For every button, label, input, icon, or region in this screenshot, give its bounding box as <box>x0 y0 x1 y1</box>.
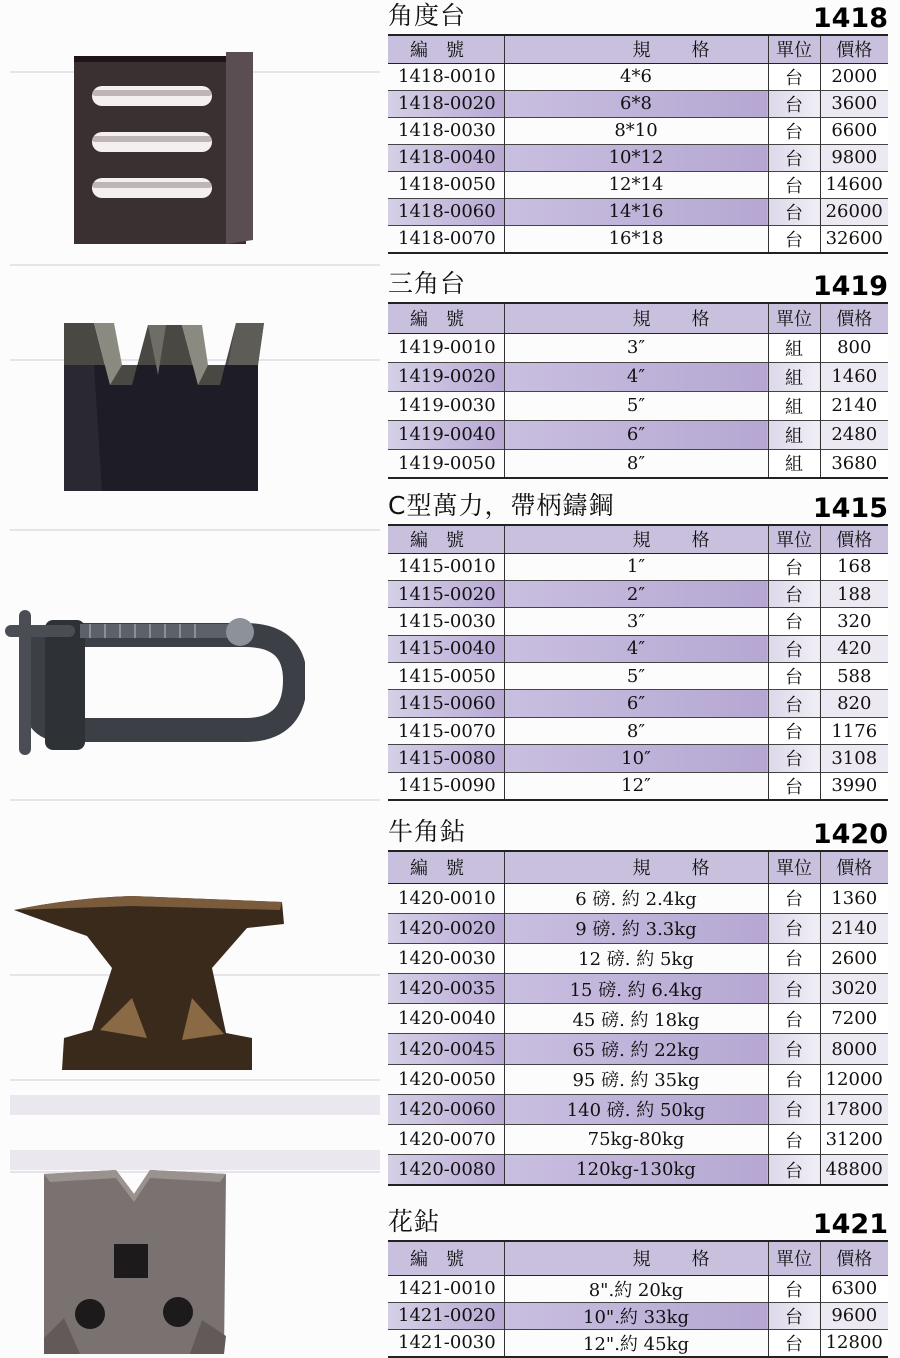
item-price: 2140 <box>820 391 888 420</box>
swage-block-image <box>40 1168 228 1354</box>
header-code: 編號 <box>388 303 504 333</box>
item-price: 1360 <box>820 883 888 913</box>
item-unit: 台 <box>768 1064 820 1094</box>
item-unit: 台 <box>768 1329 820 1357</box>
item-price: 26000 <box>820 198 888 225</box>
item-unit: 台 <box>768 171 820 198</box>
item-code: 1418-0060 <box>388 198 504 225</box>
item-code: 1419-0020 <box>388 362 504 391</box>
item-code: 1420-0020 <box>388 913 504 943</box>
item-price: 48800 <box>820 1155 888 1185</box>
table-row <box>388 663 888 690</box>
header-price: 價格 <box>820 851 888 883</box>
item-unit: 台 <box>768 117 820 144</box>
section-code: 1418 <box>812 3 888 34</box>
item-spec: 6″ <box>504 690 768 717</box>
item-unit: 台 <box>768 913 820 943</box>
item-unit: 台 <box>768 63 820 90</box>
item-code: 1418-0070 <box>388 225 504 253</box>
header-price: 價格 <box>820 35 888 63</box>
table-row <box>388 90 888 117</box>
item-code: 1421-0020 <box>388 1302 504 1329</box>
item-spec: 12*14 <box>504 171 768 198</box>
table-row <box>388 717 888 744</box>
item-code: 1415-0050 <box>388 663 504 690</box>
item-unit: 台 <box>768 1275 820 1302</box>
table-row <box>388 225 888 253</box>
anvil-image <box>12 888 297 1078</box>
table-row <box>388 553 888 580</box>
table-row <box>388 1155 888 1185</box>
item-spec: 6*8 <box>504 90 768 117</box>
table-row <box>388 745 888 772</box>
table-row <box>388 1064 888 1094</box>
item-spec: 12″ <box>504 772 768 800</box>
item-price: 188 <box>820 580 888 607</box>
item-unit: 台 <box>768 690 820 717</box>
item-code: 1419-0040 <box>388 420 504 449</box>
table-row <box>388 913 888 943</box>
header-unit: 單位 <box>768 1241 820 1275</box>
table-row <box>388 1329 888 1357</box>
table-row <box>388 333 888 362</box>
table-row <box>388 171 888 198</box>
item-price: 31200 <box>820 1125 888 1155</box>
item-code: 1420-0040 <box>388 1004 504 1034</box>
item-price: 3600 <box>820 90 888 117</box>
item-code: 1415-0030 <box>388 608 504 635</box>
item-price: 320 <box>820 608 888 635</box>
item-spec: 8*10 <box>504 117 768 144</box>
item-price: 2140 <box>820 913 888 943</box>
table-row <box>388 63 888 90</box>
header-price: 價格 <box>820 525 888 553</box>
item-code: 1418-0030 <box>388 117 504 144</box>
header-unit: 單位 <box>768 525 820 553</box>
item-unit: 台 <box>768 144 820 171</box>
table-row <box>388 635 888 662</box>
table-row <box>388 974 888 1004</box>
item-price: 17800 <box>820 1094 888 1124</box>
item-unit: 台 <box>768 663 820 690</box>
header-spec: 規 格 <box>504 303 768 333</box>
item-code: 1419-0030 <box>388 391 504 420</box>
item-unit: 台 <box>768 1302 820 1329</box>
table-row <box>388 449 888 478</box>
section-code: 1419 <box>812 271 888 302</box>
item-spec: 12".約 45kg <box>504 1329 768 1357</box>
item-unit: 台 <box>768 1094 820 1124</box>
item-price: 3990 <box>820 772 888 800</box>
item-unit: 台 <box>768 745 820 772</box>
item-spec: 16*18 <box>504 225 768 253</box>
item-price: 32600 <box>820 225 888 253</box>
item-code: 1421-0030 <box>388 1329 504 1357</box>
item-spec: 95 磅. 約 35kg <box>504 1064 768 1094</box>
item-unit: 台 <box>768 198 820 225</box>
item-spec: 12 磅. 約 5kg <box>504 943 768 973</box>
item-code: 1415-0080 <box>388 745 504 772</box>
table-row <box>388 391 888 420</box>
item-price: 2600 <box>820 943 888 973</box>
section-code: 1421 <box>812 1209 888 1240</box>
item-unit: 台 <box>768 608 820 635</box>
item-code: 1420-0035 <box>388 974 504 1004</box>
table-row <box>388 362 888 391</box>
item-spec: 3″ <box>504 608 768 635</box>
section-title: 牛角鉆 <box>388 817 467 846</box>
header-code: 編號 <box>388 35 504 63</box>
item-price: 168 <box>820 553 888 580</box>
item-unit: 台 <box>768 717 820 744</box>
item-unit: 組 <box>768 362 820 391</box>
item-spec: 45 磅. 約 18kg <box>504 1004 768 1034</box>
section-1415 <box>388 492 888 801</box>
item-spec: 6″ <box>504 420 768 449</box>
v-block-image <box>52 315 270 495</box>
item-unit: 台 <box>768 974 820 1004</box>
item-unit: 組 <box>768 333 820 362</box>
item-spec: 8″ <box>504 717 768 744</box>
item-code: 1418-0010 <box>388 63 504 90</box>
item-price: 800 <box>820 333 888 362</box>
table-row <box>388 772 888 800</box>
item-unit: 台 <box>768 580 820 607</box>
item-spec: 8″ <box>504 449 768 478</box>
item-code: 1420-0030 <box>388 943 504 973</box>
table-row <box>388 1094 888 1124</box>
table-row <box>388 1275 888 1302</box>
item-price: 588 <box>820 663 888 690</box>
item-price: 12800 <box>820 1329 888 1357</box>
section-1421 <box>388 1208 888 1358</box>
table-row <box>388 144 888 171</box>
item-spec: 14*16 <box>504 198 768 225</box>
item-spec: 5″ <box>504 663 768 690</box>
table-row <box>388 1302 888 1329</box>
item-code: 1415-0060 <box>388 690 504 717</box>
header-spec: 規 格 <box>504 35 768 63</box>
item-unit: 台 <box>768 225 820 253</box>
item-spec: 4″ <box>504 362 768 391</box>
item-price: 6600 <box>820 117 888 144</box>
item-code: 1415-0090 <box>388 772 504 800</box>
item-code: 1415-0040 <box>388 635 504 662</box>
item-spec: 1″ <box>504 553 768 580</box>
table-row <box>388 690 888 717</box>
item-spec: 4″ <box>504 635 768 662</box>
item-code: 1420-0050 <box>388 1064 504 1094</box>
header-spec: 規 格 <box>504 851 768 883</box>
item-price: 420 <box>820 635 888 662</box>
section-title: C型萬力，帶柄鑄鋼 <box>388 491 615 520</box>
item-price: 820 <box>820 690 888 717</box>
item-code: 1419-0050 <box>388 449 504 478</box>
price-table <box>388 524 888 801</box>
table-row <box>388 198 888 225</box>
price-table <box>388 302 888 479</box>
item-spec: 9 磅. 約 3.3kg <box>504 913 768 943</box>
table-row <box>388 608 888 635</box>
section-code: 1420 <box>812 819 888 850</box>
item-spec: 10″ <box>504 745 768 772</box>
item-spec: 10*12 <box>504 144 768 171</box>
item-unit: 組 <box>768 449 820 478</box>
item-unit: 台 <box>768 772 820 800</box>
item-code: 1418-0040 <box>388 144 504 171</box>
header-code: 編號 <box>388 851 504 883</box>
item-spec: 10".約 33kg <box>504 1302 768 1329</box>
item-unit: 台 <box>768 943 820 973</box>
item-price: 7200 <box>820 1004 888 1034</box>
item-code: 1415-0010 <box>388 553 504 580</box>
item-code: 1420-0080 <box>388 1155 504 1185</box>
section-code: 1415 <box>812 493 888 524</box>
item-code: 1420-0045 <box>388 1034 504 1064</box>
item-code: 1420-0010 <box>388 883 504 913</box>
table-row <box>388 117 888 144</box>
section-1418 <box>388 2 888 254</box>
item-unit: 台 <box>768 90 820 117</box>
c-clamp-image <box>5 600 305 760</box>
item-code: 1421-0010 <box>388 1275 504 1302</box>
item-code: 1420-0070 <box>388 1125 504 1155</box>
table-row <box>388 1125 888 1155</box>
item-price: 14600 <box>820 171 888 198</box>
item-code: 1420-0060 <box>388 1094 504 1124</box>
header-code: 編號 <box>388 525 504 553</box>
header-price: 價格 <box>820 303 888 333</box>
item-price: 9800 <box>820 144 888 171</box>
price-table <box>388 34 888 254</box>
item-spec: 3″ <box>504 333 768 362</box>
item-spec: 8".約 20kg <box>504 1275 768 1302</box>
item-unit: 台 <box>768 553 820 580</box>
item-price: 1176 <box>820 717 888 744</box>
angle-plate-image <box>68 48 258 248</box>
price-table <box>388 850 888 1186</box>
price-table <box>388 1240 888 1358</box>
item-spec: 2″ <box>504 580 768 607</box>
item-unit: 組 <box>768 420 820 449</box>
item-price: 3108 <box>820 745 888 772</box>
item-spec: 5″ <box>504 391 768 420</box>
header-spec: 規 格 <box>504 525 768 553</box>
item-price: 2480 <box>820 420 888 449</box>
section-title: 花鉆 <box>388 1207 441 1236</box>
header-price: 價格 <box>820 1241 888 1275</box>
section-title: 角度台 <box>388 1 467 30</box>
item-price: 9600 <box>820 1302 888 1329</box>
item-spec: 4*6 <box>504 63 768 90</box>
table-row <box>388 420 888 449</box>
header-unit: 單位 <box>768 35 820 63</box>
header-unit: 單位 <box>768 851 820 883</box>
item-unit: 台 <box>768 635 820 662</box>
item-unit: 台 <box>768 1034 820 1064</box>
item-spec: 15 磅. 約 6.4kg <box>504 974 768 1004</box>
item-spec: 140 磅. 約 50kg <box>504 1094 768 1124</box>
item-price: 8000 <box>820 1034 888 1064</box>
header-spec: 規 格 <box>504 1241 768 1275</box>
section-1420 <box>388 818 888 1186</box>
item-unit: 台 <box>768 1155 820 1185</box>
item-price: 12000 <box>820 1064 888 1094</box>
item-spec: 120kg-130kg <box>504 1155 768 1185</box>
table-row <box>388 580 888 607</box>
item-price: 3680 <box>820 449 888 478</box>
item-spec: 65 磅. 約 22kg <box>504 1034 768 1064</box>
table-row <box>388 883 888 913</box>
item-unit: 組 <box>768 391 820 420</box>
item-code: 1418-0050 <box>388 171 504 198</box>
table-row <box>388 943 888 973</box>
item-spec: 75kg-80kg <box>504 1125 768 1155</box>
item-code: 1418-0020 <box>388 90 504 117</box>
item-unit: 台 <box>768 1125 820 1155</box>
item-code: 1419-0010 <box>388 333 504 362</box>
section-title: 三角台 <box>388 269 467 298</box>
item-unit: 台 <box>768 1004 820 1034</box>
table-row <box>388 1034 888 1064</box>
header-unit: 單位 <box>768 303 820 333</box>
item-price: 2000 <box>820 63 888 90</box>
section-1419 <box>388 270 888 479</box>
item-price: 6300 <box>820 1275 888 1302</box>
item-price: 1460 <box>820 362 888 391</box>
header-code: 編號 <box>388 1241 504 1275</box>
table-row <box>388 1004 888 1034</box>
item-price: 3020 <box>820 974 888 1004</box>
item-code: 1415-0070 <box>388 717 504 744</box>
item-code: 1415-0020 <box>388 580 504 607</box>
item-unit: 台 <box>768 883 820 913</box>
item-spec: 6 磅. 約 2.4kg <box>504 883 768 913</box>
